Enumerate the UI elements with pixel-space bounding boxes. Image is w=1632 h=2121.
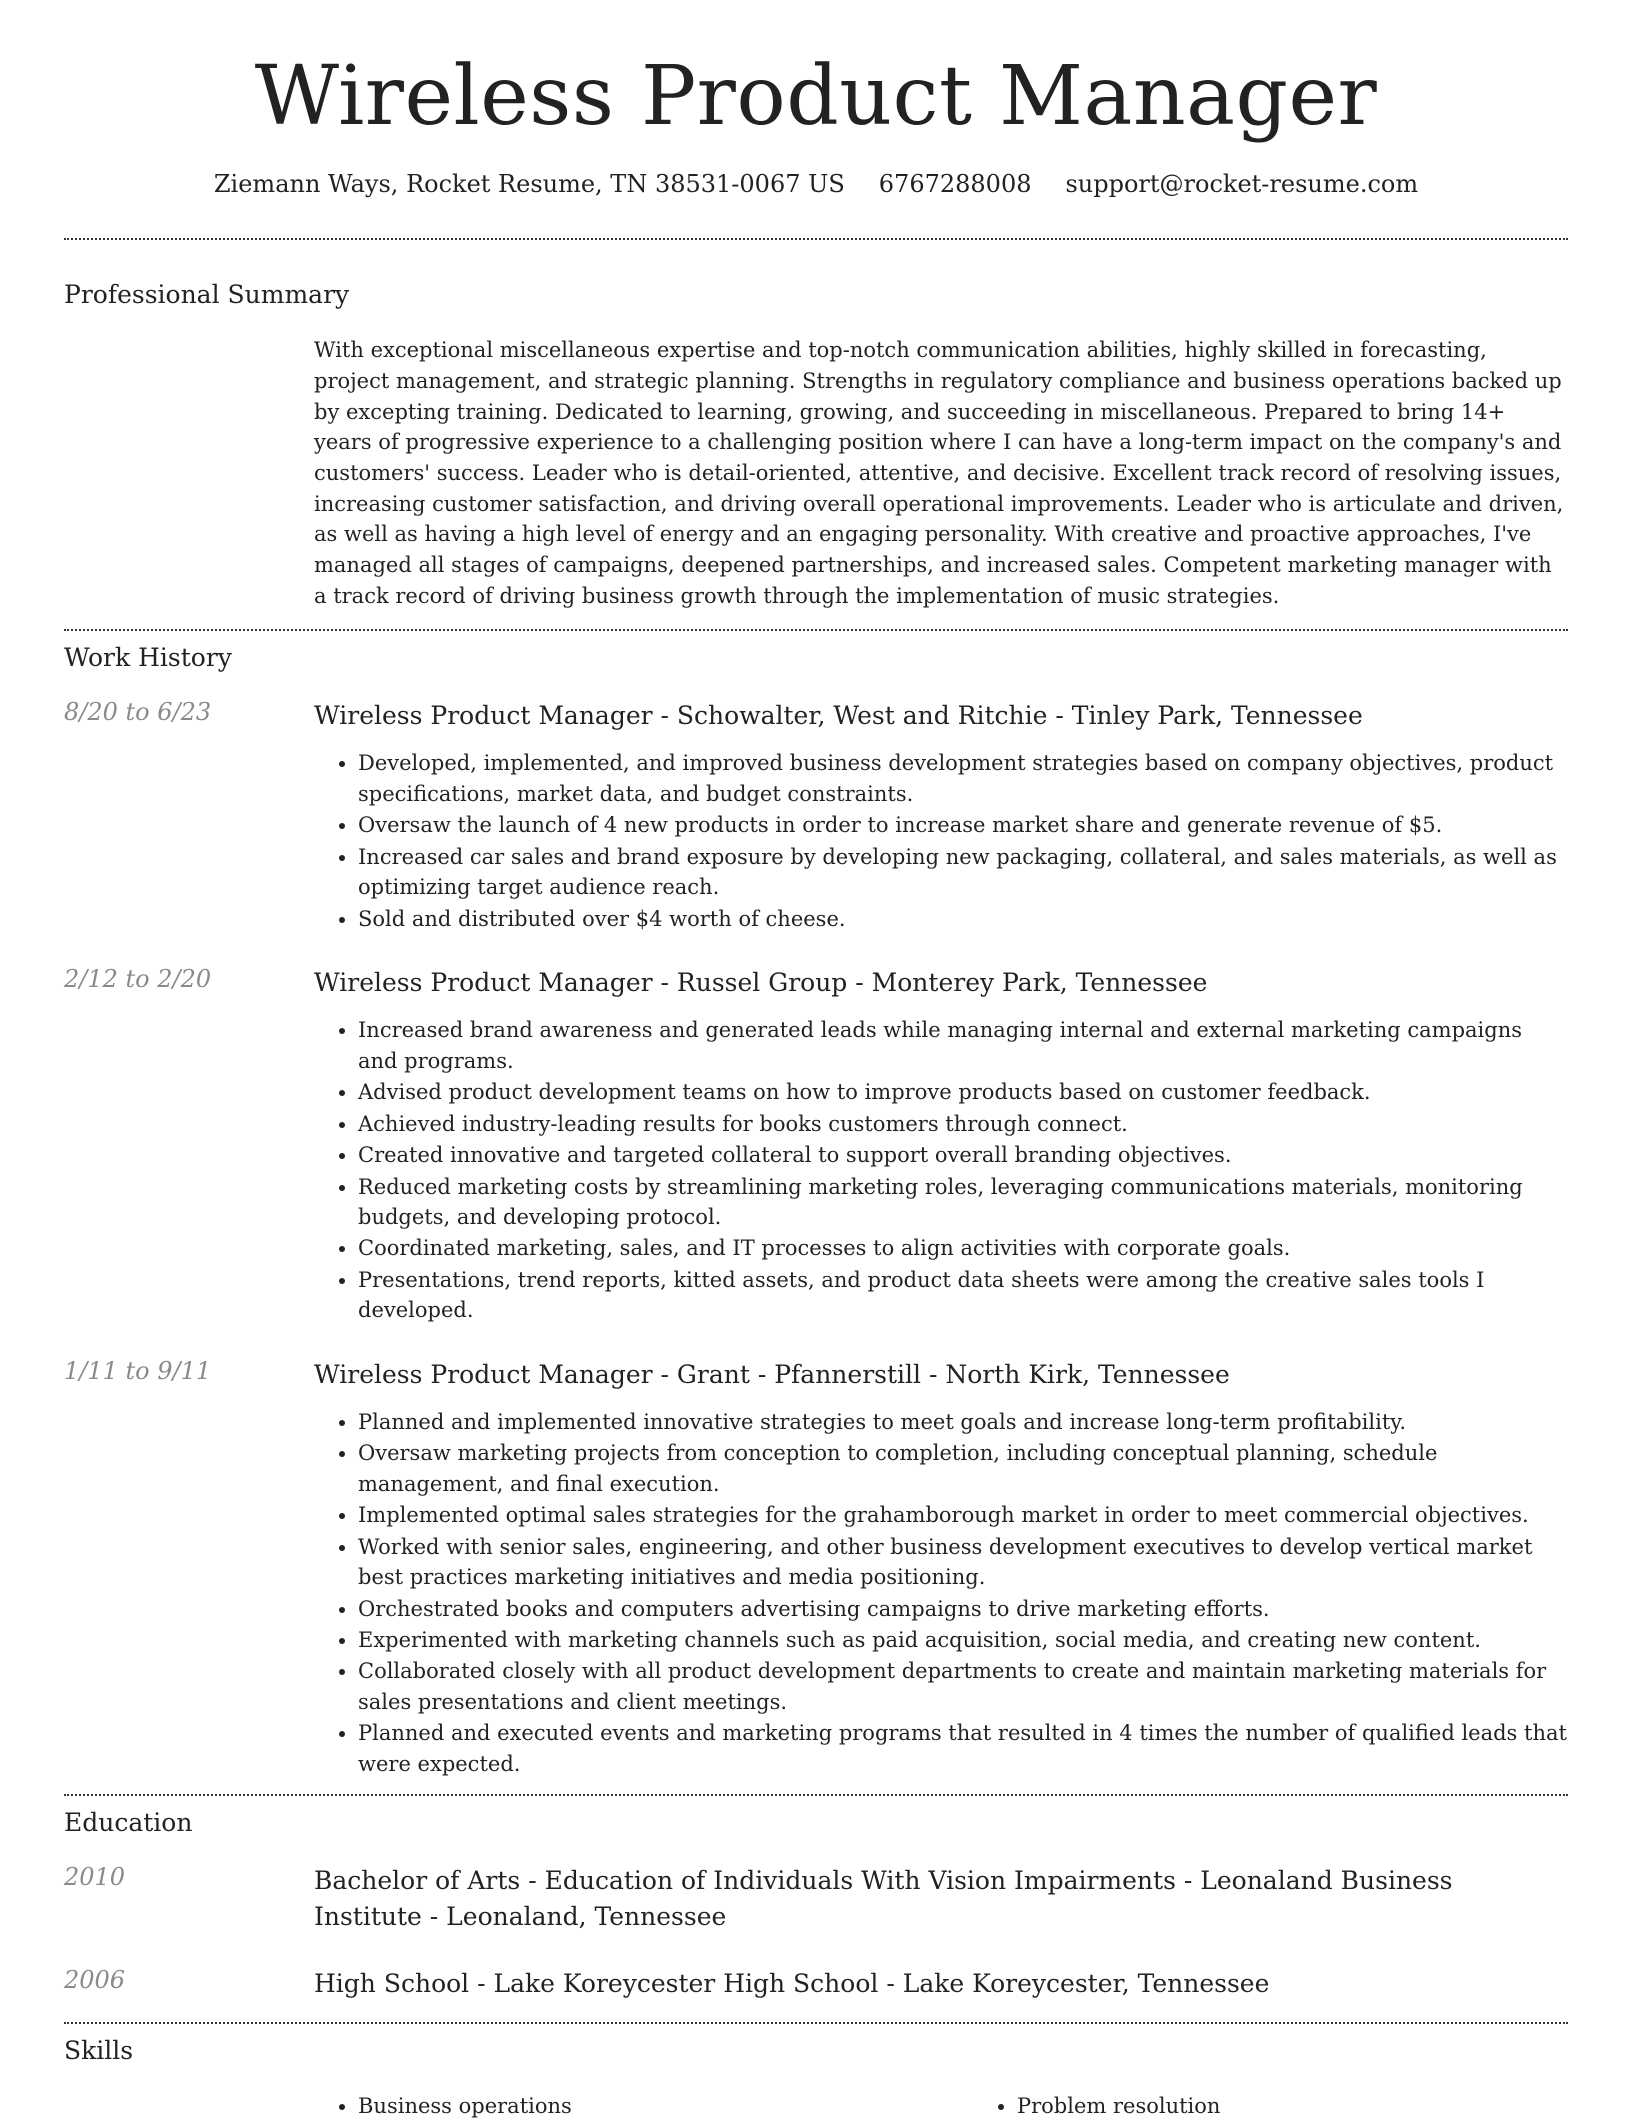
skills-spacer — [64, 2091, 314, 2121]
list-item: • Reduced marketing costs by streamlining marketing roles, leveraging communications materials, monitoring budgets, and developing protocol. — [358, 1172, 1568, 1233]
education-text: High School - Lake Koreycester High School - Lake Koreycester, Tennessee — [314, 1968, 1270, 1998]
job-title: Wireless Product Manager - Schowalter, West and Ritchie - Tinley Park, Tennessee — [314, 701, 1363, 731]
list-item: • Planned and implemented innovative strategies to meet goals and increase long-term profitability. — [358, 1407, 1568, 1437]
summary-text: With exceptional miscellaneous expertise and top-notch communication abilities, highly skilled in forecasting, project management, and strategic planning. Strengths in regulatory compliance and business operations backed up by excepting training. Dedicated to learning, growing, and succeeding in miscellaneous. Prepared to bring 14+ years of progressive experience to a challenging position where I can have a long-term impact on the company's and customers' success. Leader who is detail-oriented, attentive, and decisive. Excellent track record of resolving issues, increasing customer satisfaction, and driving overall operational improvements. Leader who is articulate and driven, as well as having a high level of energy and an engaging personality. With creative and proactive approaches, I've managed all stages of campaigns, deepened partnerships, and increased sales. Competent marketing manager with a track record of driving business growth through the implementation of music strategies. — [314, 338, 1564, 608]
job-bullets — [314, 1407, 1568, 1779]
resume-header — [0, 0, 1632, 198]
job-entry — [64, 698, 1568, 935]
education-entry — [64, 1863, 1568, 1936]
job-entry — [64, 965, 1568, 1327]
job-title: Wireless Product Manager - Grant - Pfannerstill - North Kirk, Tennessee — [314, 1359, 1230, 1389]
list-item: • Collaborated closely with all product development departments to create and maintain marketing materials for sales presentations and client meetings. — [358, 1656, 1568, 1717]
list-item: • Achieved industry-leading results for books customers through connect. — [358, 1109, 1568, 1139]
list-item: • Orchestrated books and computers advertising campaigns to drive marketing efforts. — [358, 1594, 1568, 1624]
skills-list-right — [973, 2091, 1632, 2121]
list-item: • Sold and distributed over $4 worth of cheese. — [358, 904, 1568, 934]
job-date: 2/12 to 2/20 — [64, 965, 212, 994]
list-item: • Developed, implemented, and improved business development strategies based on company objectives, product specifications, market data, and budget constraints. — [358, 748, 1568, 809]
work-history-section — [0, 631, 1632, 1780]
job-title: Wireless Product Manager - Russel Group - Monterey Park, Tennessee — [314, 968, 1208, 998]
list-item: • Oversaw the launch of 4 new products in order to increase market share and generate revenue of $5. — [358, 810, 1568, 840]
list-item: • Increased car sales and brand exposure by developing new packaging, collateral, and sales materials, as well as optimizing target audience reach. — [358, 842, 1568, 903]
list-item: • Experimented with marketing channels such as paid acquisition, social media, and creating new content. — [358, 1625, 1568, 1655]
education-entry — [64, 1966, 1568, 2002]
contact-email: support@rocket-resume.com — [1065, 170, 1419, 199]
job-date: 1/11 to 9/11 — [64, 1356, 212, 1385]
skills-list-left — [314, 2091, 973, 2121]
job-date: 8/20 to 6/23 — [64, 698, 212, 727]
work-history-title: Work History — [64, 643, 232, 673]
education-date: 2010 — [64, 1863, 126, 1892]
education-date: 2006 — [64, 1965, 126, 1994]
contact-phone: 6767288008 — [878, 170, 1032, 199]
contact-address: Ziemann Ways, Rocket Resume, TN 38531-0067 US — [213, 170, 845, 199]
list-item: • Increased brand awareness and generated leads while managing internal and external marketing campaigns and programs. — [358, 1015, 1568, 1076]
list-item: • Advised product development teams on how to improve products based on customer feedback. — [358, 1077, 1568, 1107]
list-item: • Worked with senior sales, engineering, and other business development executives to develop vertical market best practices marketing initiatives and media positioning. — [358, 1532, 1568, 1593]
list-item: • Implemented optimal sales strategies for the grahamborough market in order to meet commercial objectives. — [358, 1500, 1568, 1530]
list-item: • Problem resolution — [1017, 2091, 1632, 2121]
summary-title: Professional Summary — [64, 280, 350, 310]
education-title: Education — [64, 1808, 193, 1838]
list-item: • Planned and executed events and marketing programs that resulted in 4 times the number of qualified leads that were expected. — [358, 1718, 1568, 1779]
job-bullets — [314, 748, 1568, 934]
skills-section — [0, 2024, 1632, 2121]
list-item: • Business operations — [358, 2091, 973, 2121]
job-entry — [64, 1357, 1568, 1781]
skills-title: Skills — [64, 2035, 134, 2065]
list-item: • Oversaw marketing projects from conception to completion, including conceptual planning, schedule management, and final execution. — [358, 1438, 1568, 1499]
list-item: • Coordinated marketing, sales, and IT processes to align activities with corporate goals. — [358, 1233, 1568, 1263]
summary-section — [0, 240, 1632, 611]
candidate-name: Wireless Product Manager — [254, 49, 1378, 144]
list-item: • Created innovative and targeted collateral to support overall branding objectives. — [358, 1140, 1568, 1170]
education-text: Bachelor of Arts - Education of Individuals With Vision Impairments - Leonaland Business Institute - Leonaland, Tennessee — [314, 1866, 1453, 1932]
job-bullets — [314, 1015, 1568, 1325]
contact-line — [0, 170, 1632, 198]
list-item: • Presentations, trend reports, kitted assets, and product data sheets were among the creative sales tools I developed. — [358, 1265, 1568, 1326]
education-section — [0, 1796, 1632, 2002]
summary-spacer — [64, 335, 314, 611]
